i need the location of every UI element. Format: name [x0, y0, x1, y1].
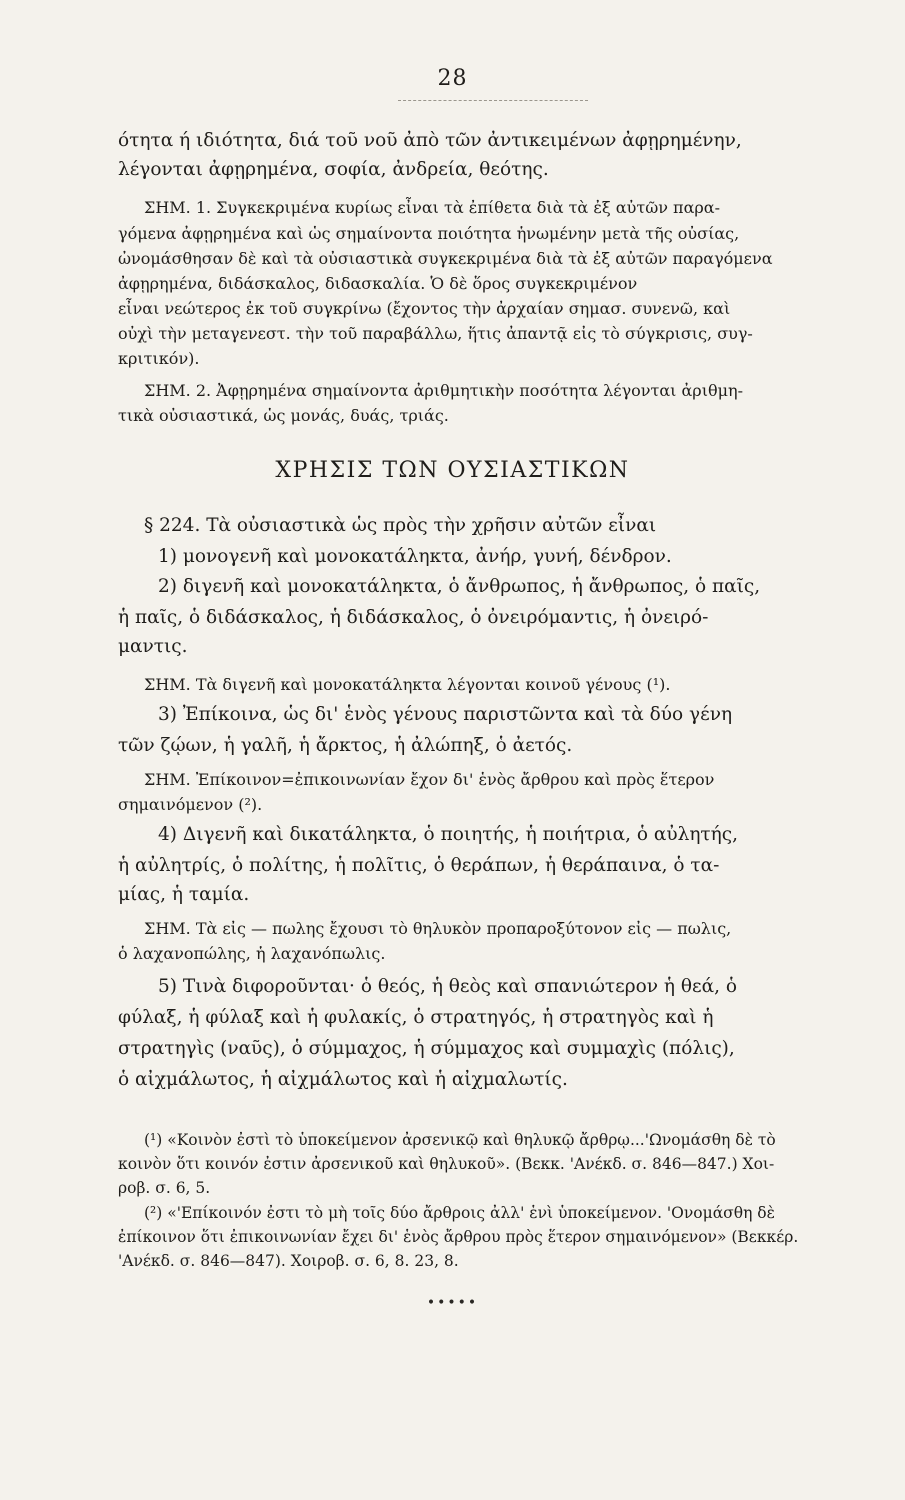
text-line: μίας, ἡ ταμία.	[118, 884, 250, 905]
text-line: τῶν ζῴων, ἡ γαλῆ, ἡ ἄρκτος, ἡ ἀλώπηξ, ὁ ἀετός.	[118, 735, 573, 756]
text-line: στρατηγὶς (ναῦς), ὁ σύμμαχος, ἡ σύμμαχος καὶ συμμαχὶς (πόλις),	[118, 1038, 735, 1059]
text-line: 5) Τινὰ διφοροῦνται· ὁ θεός, ἡ θεὸς καὶ σπανιώτερον ἡ θεά, ὁ	[158, 976, 737, 997]
footnote-line: ροβ. σ. 6, 5.	[118, 1179, 211, 1197]
note-line: ἀφῃρημένα, διδάσκαλος, διδασκαλία. Ὁ δὲ ὅρος συγκεκριμένον	[118, 274, 638, 293]
text-line: μαντις.	[118, 636, 188, 657]
note-line: εἶναι νεώτερος ἐκ τοῦ συγκρίνω (ἔχοντος τὴν ἀρχαίαν σημασ. συνενῶ, καὶ	[118, 299, 731, 318]
text-line: ἡ παῖς, ὁ διδάσκαλος, ἡ διδάσκαλος, ὁ ὀνειρόμαντις, ἡ ὀνειρό-	[118, 607, 709, 628]
footnote-line: κοινὸν ὅτι κοινόν ἐστιν ἀρσενικοῦ καὶ θηλυκοῦ». (Βεκκ. 'Ανέκδ. σ. 846—847.) Χοι-	[118, 1155, 775, 1173]
note-line: σημαινόμενον (²).	[118, 795, 263, 814]
text-line: ότητα ή ιδιότητα, διά τοῦ νοῦ ἀπὸ τῶν ἀντικειμένων ἀφῃρημένην,	[118, 130, 742, 151]
note-line: κριτικόν).	[118, 349, 200, 368]
footnote-line: (¹) «Κοινὸν ἐστὶ τὸ ὑποκείμενον ἀρσενικῷ καὶ θηλυκῷ ἄρθρῳ...'Ωνομάσθη δὲ τὸ	[144, 1131, 776, 1149]
text-line: 4) Διγενῆ καὶ δικατάληκτα, ὁ ποιητής, ἡ ποιήτρια, ὁ αὐλητής,	[158, 824, 738, 845]
text-line: 1) μονογενῆ καὶ μονοκατάληκτα, ἀνήρ, γυνή, δένδρον.	[158, 546, 672, 567]
note-line: ΣΗΜ. 2. Ἀφῃρημένα σημαίνοντα ἀριθμητικὴν ποσότητα λέγονται ἀριθμη-	[144, 381, 744, 400]
text-line: λέγονται ἀφῃρημένα, σοφία, ἀνδρεία, θεότης.	[118, 159, 549, 180]
section-heading: ΧΡΗΣΙΣ ΤΩΝ ΟΥΣΙΑΣΤΙΚΩΝ	[275, 458, 630, 483]
note-line: ΣΗΜ. Τὰ εἰς — πωλης ἔχουσι τὸ θηλυκὸν προπαροξύτονον εἰς — πωλις,	[144, 919, 732, 938]
text-line: 3) Ἐπίκοινα, ὡς δι' ἑνὸς γένους παριστῶντα καὶ τὰ δύο γένη	[158, 704, 733, 725]
text-line: ὁ αἰχμάλωτος, ἡ αἰχμάλωτος καὶ ἡ αἰχμαλωτίς.	[118, 1069, 568, 1090]
end-ornament: •••••	[426, 1295, 479, 1311]
text-line: ἡ αὐλητρίς, ὁ πολίτης, ἡ πολῖτις, ὁ θεράπων, ἡ θεράπαινα, ὁ τα-	[118, 855, 720, 876]
text-line: 2) διγενῆ καὶ μονοκατάληκτα, ὁ ἄνθρωπος, ἡ ἄνθρωπος, ὁ παῖς,	[158, 576, 761, 597]
note-line: οὐχὶ τὴν μεταγενεστ. τὴν τοῦ παραβάλλω, ἥτις ἀπαντᾷ εἰς τὸ σύγκρισις, συγ-	[118, 324, 753, 343]
header-rule	[398, 100, 588, 101]
footnote-line: (²) «'Επίκοινόν ἐστι τὸ μὴ τοῖς δύο ἄρθροις ἀλλ' ἑνὶ ὑποκείμενον. 'Ονομάσθη δὲ	[144, 1204, 775, 1222]
note-line: ΣΗΜ. Ἐπίκοινον=ἐπικοινωνίαν ἔχον δι' ἑνὸς ἄρθρου καὶ πρὸς ἕτερον	[144, 770, 715, 789]
note-line: ὠνομάσθησαν δὲ καὶ τὰ οὐσιαστικὰ συγκεκριμένα διὰ τὰ ἐξ αὐτῶν παραγόμενα	[118, 249, 773, 268]
note-line: ΣΗΜ. 1. Συγκεκριμένα κυρίως εἶναι τὰ ἐπίθετα διὰ τὰ ἐξ αὐτῶν παρα-	[144, 198, 720, 217]
note-line: ΣΗΜ. Τὰ διγενῆ καὶ μονοκατάληκτα λέγονται κοινοῦ γένους (¹).	[144, 675, 671, 694]
note-line: ὁ λαχανοπώλης, ἡ λαχανόπωλις.	[118, 944, 386, 963]
footnote-line: ἐπίκοινον ὅτι ἐπικοινωνίαν ἔχει δι' ἑνὸς ἄρθρου πρὸς ἕτερον σημαινόμενον» (Βεκκέρ.	[118, 1228, 799, 1246]
note-line: γόμενα ἀφῃρημένα καὶ ὡς σημαίνοντα ποιότητα ἡνωμένην μετὰ τῆς οὐσίας,	[118, 224, 740, 243]
text-line: § 224. Τὰ οὐσιαστικὰ ὡς πρὸς τὴν χρῆσιν αὐτῶν εἶναι	[144, 515, 657, 536]
text-line: φύλαξ, ἡ φύλαξ καὶ ἡ φυλακίς, ὁ στρατηγός, ἡ στρατηγὸς καὶ ἡ	[118, 1007, 714, 1028]
page-number: 28	[437, 66, 468, 91]
footnote-line: 'Ανέκδ. σ. 846—847). Χοιροβ. σ. 6, 8. 23, 8.	[118, 1252, 459, 1270]
note-line: τικὰ οὐσιαστικά, ὡς μονάς, δυάς, τριάς.	[118, 406, 449, 425]
